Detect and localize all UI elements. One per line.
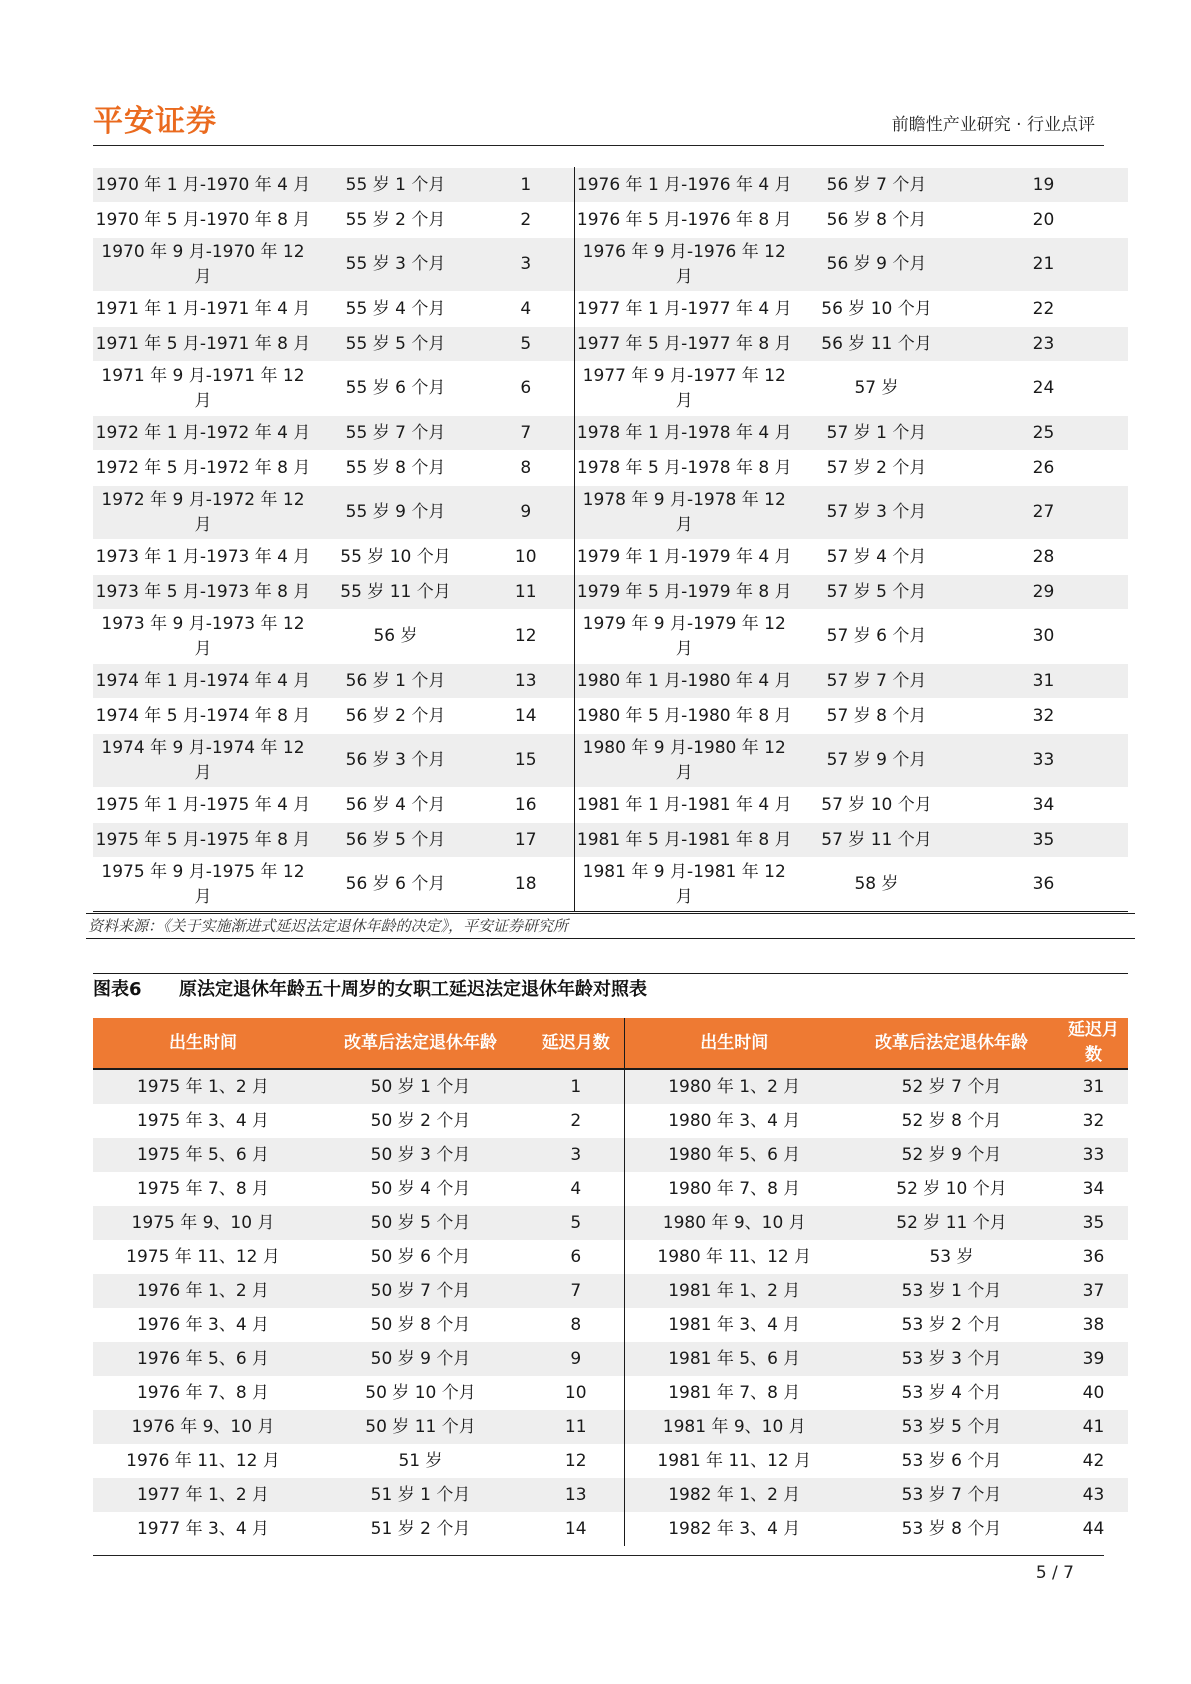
delay-months-cell: 36 <box>959 858 1128 912</box>
retire-age-cell: 53 岁 4 个月 <box>901 1382 1002 1403</box>
retire-age-cell: 57 岁 6 个月 <box>794 610 959 664</box>
delay-months-cell: 34 <box>959 788 1128 823</box>
table-row <box>93 451 1128 486</box>
table-row <box>93 292 1128 327</box>
retire-age-cell: 50 岁 10 个月 <box>365 1382 476 1403</box>
retire-age-cell: 56 岁 <box>313 610 478 664</box>
table-row <box>93 1240 1128 1274</box>
birth-time-cell: 1974 年 1 月-1974 年 4 月 <box>93 664 313 699</box>
birth-time-cell: 1973 年 9 月-1973 年 12 月 <box>93 610 313 664</box>
delay-months-cell: 23 <box>959 327 1128 362</box>
birth-time-cell: 1981 年 9 月-1981 年 12 月 <box>574 858 794 912</box>
birth-time-cell: 1980 年 5 月-1980 年 8 月 <box>574 699 794 734</box>
birth-time-cell: 1976 年 9、10 月 <box>93 1410 313 1444</box>
delay-months-cell: 9 <box>478 486 574 540</box>
page-number: 5 / 7 <box>1035 1563 1074 1583</box>
birth-time-cell: 1975 年 9、10 月 <box>93 1206 313 1240</box>
delay-months-cell: 12 <box>478 610 574 664</box>
delay-months-cell: 26 <box>959 451 1128 486</box>
delay-months-cell: 44 <box>1082 1518 1105 1539</box>
retire-age-cell: 53 岁 6 个月 <box>901 1450 1002 1471</box>
retire-age-cell: 53 岁 <box>929 1246 974 1267</box>
delay-months-cell: 29 <box>959 575 1128 610</box>
birth-time-cell: 1976 年 9 月-1976 年 12 月 <box>574 238 794 292</box>
retire-age-cell: 57 岁 2 个月 <box>794 451 959 486</box>
delay-months-cell: 40 <box>1082 1382 1105 1403</box>
birth-time-cell: 1971 年 1 月-1971 年 4 月 <box>93 292 313 327</box>
birth-time-cell: 1975 年 1、2 月 <box>93 1069 313 1104</box>
birth-time-cell: 1981 年 11、12 月 <box>657 1450 812 1471</box>
birth-time-cell: 1972 年 5 月-1972 年 8 月 <box>93 451 313 486</box>
delay-months-cell: 4 <box>528 1172 624 1206</box>
delay-months-cell: 14 <box>528 1512 624 1546</box>
retire-age-cell: 56 岁 2 个月 <box>313 699 478 734</box>
delay-months-cell: 8 <box>478 451 574 486</box>
retire-age-cell: 56 岁 11 个月 <box>794 327 959 362</box>
table-row <box>93 1104 1128 1138</box>
birth-time-cell: 1970 年 5 月-1970 年 8 月 <box>93 203 313 238</box>
birth-time-cell: 1979 年 5 月-1979 年 8 月 <box>574 575 794 610</box>
retire-age-cell: 50 岁 3 个月 <box>313 1138 528 1172</box>
retire-age-cell: 56 岁 8 个月 <box>794 203 959 238</box>
retire-age-cell: 55 岁 8 个月 <box>313 451 478 486</box>
table-header-row <box>93 1018 1128 1069</box>
table-row <box>93 1172 1128 1206</box>
birth-time-cell: 1980 年 1 月-1980 年 4 月 <box>574 664 794 699</box>
brand-logo: 平安证券 <box>93 104 217 139</box>
report-category: 前瞻性产业研究 · 行业点评 <box>891 115 1095 135</box>
retire-age-cell: 50 岁 2 个月 <box>370 1110 471 1131</box>
birth-time-cell: 1977 年 1、2 月 <box>93 1478 313 1512</box>
birth-time-cell: 1981 年 3、4 月 <box>668 1314 801 1335</box>
table-row <box>93 203 1128 238</box>
birth-time-cell: 1981 年 1 月-1981 年 4 月 <box>574 788 794 823</box>
retire-age-cell: 51 岁 1 个月 <box>313 1478 528 1512</box>
retire-age-cell: 56 岁 6 个月 <box>313 858 478 912</box>
retire-age-cell: 55 岁 11 个月 <box>313 575 478 610</box>
delay-months-cell: 43 <box>1059 1478 1128 1512</box>
delay-months-cell: 41 <box>1059 1410 1128 1444</box>
birth-time-cell: 1978 年 9 月-1978 年 12 月 <box>574 486 794 540</box>
header-birth-time: 出生时间 <box>93 1018 313 1069</box>
table-row <box>93 416 1128 451</box>
retire-age-cell: 57 岁 9 个月 <box>794 734 959 788</box>
figure-number: 图表6 <box>93 979 142 1000</box>
delay-months-cell: 33 <box>959 734 1128 788</box>
retire-age-cell: 56 岁 9 个月 <box>794 238 959 292</box>
birth-time-cell: 1975 年 5、6 月 <box>93 1138 313 1172</box>
birth-time-cell: 1980 年 5、6 月 <box>624 1138 844 1172</box>
birth-time-cell: 1971 年 5 月-1971 年 8 月 <box>93 327 313 362</box>
delay-months-cell: 8 <box>528 1308 624 1342</box>
delay-months-cell: 38 <box>1082 1314 1105 1335</box>
figure-caption: 原法定退休年龄五十周岁的女职工延迟法定退休年龄对照表 <box>179 979 647 1000</box>
table-row <box>93 1512 1128 1546</box>
header-birth-time: 出生时间 <box>624 1018 844 1069</box>
table-row <box>93 1342 1128 1376</box>
birth-time-cell: 1974 年 5 月-1974 年 8 月 <box>93 699 313 734</box>
birth-time-cell: 1973 年 5 月-1973 年 8 月 <box>93 575 313 610</box>
delay-months-cell: 30 <box>959 610 1128 664</box>
birth-time-cell: 1975 年 7、8 月 <box>136 1178 270 1199</box>
retire-age-cell: 55 岁 1 个月 <box>313 168 478 203</box>
table-row <box>93 238 1128 292</box>
delay-months-cell: 20 <box>959 203 1128 238</box>
delay-months-cell: 4 <box>478 292 574 327</box>
retirement-table-women <box>93 1018 1128 1546</box>
retire-age-cell: 57 岁 11 个月 <box>794 823 959 858</box>
retire-age-cell: 56 岁 10 个月 <box>794 292 959 327</box>
birth-time-cell: 1976 年 7、8 月 <box>136 1382 270 1403</box>
birth-time-cell: 1976 年 1、2 月 <box>93 1274 313 1308</box>
delay-months-cell: 1 <box>478 168 574 203</box>
delay-months-cell: 13 <box>478 664 574 699</box>
delay-months-cell: 27 <box>959 486 1128 540</box>
delay-months-cell: 3 <box>478 238 574 292</box>
table-row <box>93 168 1128 203</box>
retire-age-cell: 57 岁 4 个月 <box>794 540 959 575</box>
delay-months-cell: 5 <box>528 1206 624 1240</box>
birth-time-cell: 1977 年 5 月-1977 年 8 月 <box>574 327 794 362</box>
retire-age-cell: 55 岁 4 个月 <box>313 292 478 327</box>
table-row <box>93 327 1128 362</box>
retire-age-cell: 55 岁 9 个月 <box>313 486 478 540</box>
table-row <box>93 1478 1128 1512</box>
birth-time-cell: 1976 年 5 月-1976 年 8 月 <box>574 203 794 238</box>
birth-time-cell: 1980 年 9 月-1980 年 12 月 <box>574 734 794 788</box>
retire-age-cell: 52 岁 8 个月 <box>901 1110 1002 1131</box>
birth-time-cell: 1976 年 5、6 月 <box>93 1342 313 1376</box>
table-row <box>93 734 1128 788</box>
table-row <box>93 362 1128 416</box>
header-divider <box>93 145 1104 146</box>
birth-time-cell: 1980 年 3、4 月 <box>668 1110 801 1131</box>
table-row <box>93 858 1128 912</box>
retire-age-cell: 57 岁 7 个月 <box>794 664 959 699</box>
birth-time-cell: 1979 年 9 月-1979 年 12 月 <box>574 610 794 664</box>
retire-age-cell: 52 岁 9 个月 <box>844 1138 1059 1172</box>
table-row <box>93 1376 1128 1410</box>
retire-age-cell: 50 岁 9 个月 <box>313 1342 528 1376</box>
delay-months-cell: 7 <box>528 1274 624 1308</box>
table-row <box>93 823 1128 858</box>
retire-age-cell: 57 岁 8 个月 <box>794 699 959 734</box>
retire-age-cell: 50 岁 11 个月 <box>313 1410 528 1444</box>
retire-age-cell: 55 岁 7 个月 <box>313 416 478 451</box>
retire-age-cell: 55 岁 10 个月 <box>313 540 478 575</box>
table-row <box>93 486 1128 540</box>
delay-months-cell: 39 <box>1059 1342 1128 1376</box>
retire-age-cell: 50 岁 8 个月 <box>370 1314 471 1335</box>
retire-age-cell: 53 岁 1 个月 <box>844 1274 1059 1308</box>
retire-age-cell: 56 岁 7 个月 <box>794 168 959 203</box>
delay-months-cell: 10 <box>478 540 574 575</box>
birth-time-cell: 1977 年 9 月-1977 年 12 月 <box>574 362 794 416</box>
delay-months-cell: 11 <box>478 575 574 610</box>
figure-title <box>93 973 1128 1006</box>
retire-age-cell: 56 岁 3 个月 <box>313 734 478 788</box>
source-note: 资料来源：《关于实施渐进式延迟法定退休年龄的决定》，平安证券研究所 <box>86 913 1135 939</box>
birth-time-cell: 1972 年 9 月-1972 年 12 月 <box>93 486 313 540</box>
table-row <box>93 1138 1128 1172</box>
retire-age-cell: 57 岁 3 个月 <box>794 486 959 540</box>
delay-months-cell: 34 <box>1082 1178 1105 1199</box>
delay-months-cell: 10 <box>528 1376 624 1410</box>
retire-age-cell: 57 岁 1 个月 <box>794 416 959 451</box>
header-retire-age: 改革后法定退休年龄 <box>844 1018 1059 1069</box>
retire-age-cell: 57 岁 10 个月 <box>794 788 959 823</box>
retire-age-cell: 53 岁 2 个月 <box>901 1314 1002 1335</box>
birth-time-cell: 1976 年 1 月-1976 年 4 月 <box>574 168 794 203</box>
header-retire-age: 改革后法定退休年龄 <box>313 1018 528 1069</box>
retire-age-cell: 55 岁 2 个月 <box>313 203 478 238</box>
retirement-table-men <box>93 167 1128 912</box>
delay-months-cell: 1 <box>528 1069 624 1104</box>
birth-time-cell: 1980 年 7、8 月 <box>668 1178 801 1199</box>
birth-time-cell: 1977 年 1 月-1977 年 4 月 <box>574 292 794 327</box>
delay-months-cell: 12 <box>528 1444 624 1478</box>
delay-months-cell: 32 <box>1082 1110 1105 1131</box>
birth-time-cell: 1981 年 7、8 月 <box>668 1382 801 1403</box>
birth-time-cell: 1973 年 1 月-1973 年 4 月 <box>93 540 313 575</box>
retire-age-cell: 56 岁 4 个月 <box>313 788 478 823</box>
retire-age-cell: 56 岁 1 个月 <box>313 664 478 699</box>
birth-time-cell: 1981 年 1、2 月 <box>624 1274 844 1308</box>
delay-months-cell: 6 <box>528 1240 624 1274</box>
delay-months-cell: 22 <box>959 292 1128 327</box>
delay-months-cell: 37 <box>1059 1274 1128 1308</box>
retire-age-cell: 50 岁 5 个月 <box>313 1206 528 1240</box>
retire-age-cell: 57 岁 <box>794 362 959 416</box>
retire-age-cell: 53 岁 7 个月 <box>844 1478 1059 1512</box>
delay-months-cell: 11 <box>528 1410 624 1444</box>
birth-time-cell: 1972 年 1 月-1972 年 4 月 <box>93 416 313 451</box>
retire-age-cell: 55 岁 3 个月 <box>313 238 478 292</box>
retire-age-cell: 52 岁 7 个月 <box>844 1069 1059 1104</box>
delay-months-cell: 35 <box>1059 1206 1128 1240</box>
table-row <box>93 1444 1128 1478</box>
delay-months-cell: 15 <box>478 734 574 788</box>
birth-time-cell: 1978 年 1 月-1978 年 4 月 <box>574 416 794 451</box>
delay-months-cell: 25 <box>959 416 1128 451</box>
retire-age-cell: 50 岁 4 个月 <box>370 1178 471 1199</box>
delay-months-cell: 5 <box>478 327 574 362</box>
birth-time-cell: 1975 年 3、4 月 <box>136 1110 270 1131</box>
birth-time-cell: 1981 年 9、10 月 <box>624 1410 844 1444</box>
delay-months-cell: 33 <box>1059 1138 1128 1172</box>
delay-months-cell: 36 <box>1082 1246 1105 1267</box>
retire-age-cell: 50 岁 7 个月 <box>313 1274 528 1308</box>
retire-age-cell: 51 岁 2 个月 <box>370 1518 471 1539</box>
table-row <box>93 1206 1128 1240</box>
footer-divider <box>93 1555 1104 1556</box>
retire-age-cell: 57 岁 5 个月 <box>794 575 959 610</box>
delay-months-cell: 21 <box>959 238 1128 292</box>
birth-time-cell: 1974 年 9 月-1974 年 12 月 <box>93 734 313 788</box>
table-row <box>93 540 1128 575</box>
delay-months-cell: 3 <box>528 1138 624 1172</box>
delay-months-cell: 17 <box>478 823 574 858</box>
birth-time-cell: 1981 年 5、6 月 <box>624 1342 844 1376</box>
retire-age-cell: 58 岁 <box>794 858 959 912</box>
table-row <box>93 1410 1128 1444</box>
delay-months-cell: 2 <box>478 203 574 238</box>
delay-months-cell: 28 <box>959 540 1128 575</box>
delay-months-cell: 13 <box>528 1478 624 1512</box>
delay-months-cell: 24 <box>959 362 1128 416</box>
retire-age-cell: 50 岁 6 个月 <box>370 1246 471 1267</box>
delay-months-cell: 32 <box>959 699 1128 734</box>
birth-time-cell: 1975 年 5 月-1975 年 8 月 <box>93 823 313 858</box>
delay-months-cell: 35 <box>959 823 1128 858</box>
table-row <box>93 664 1128 699</box>
birth-time-cell: 1980 年 9、10 月 <box>624 1206 844 1240</box>
delay-months-cell: 9 <box>528 1342 624 1376</box>
table-row <box>93 1069 1128 1104</box>
retire-age-cell: 50 岁 1 个月 <box>313 1069 528 1104</box>
birth-time-cell: 1976 年 3、4 月 <box>136 1314 270 1335</box>
birth-time-cell: 1982 年 1、2 月 <box>624 1478 844 1512</box>
birth-time-cell: 1975 年 9 月-1975 年 12 月 <box>93 858 313 912</box>
header-delay-months: 延迟月数 <box>528 1018 624 1069</box>
delay-months-cell: 6 <box>478 362 574 416</box>
delay-months-cell: 16 <box>478 788 574 823</box>
delay-months-cell: 14 <box>478 699 574 734</box>
delay-months-cell: 7 <box>478 416 574 451</box>
table-row <box>93 788 1128 823</box>
delay-months-cell: 42 <box>1082 1450 1105 1471</box>
delay-months-cell: 19 <box>959 168 1128 203</box>
table-row <box>93 1274 1128 1308</box>
table-row <box>93 699 1128 734</box>
birth-time-cell: 1970 年 1 月-1970 年 4 月 <box>93 168 313 203</box>
retire-age-cell: 55 岁 6 个月 <box>313 362 478 416</box>
table-row <box>93 575 1128 610</box>
birth-time-cell: 1977 年 3、4 月 <box>136 1518 270 1539</box>
delay-months-cell: 18 <box>478 858 574 912</box>
header-delay-months: 延迟月数 <box>1059 1018 1128 1069</box>
delay-months-cell: 2 <box>528 1104 624 1138</box>
birth-time-cell: 1975 年 11、12 月 <box>126 1246 280 1267</box>
retire-age-cell: 53 岁 5 个月 <box>844 1410 1059 1444</box>
delay-months-cell: 31 <box>1059 1069 1128 1104</box>
birth-time-cell: 1971 年 9 月-1971 年 12 月 <box>93 362 313 416</box>
retire-age-cell: 52 岁 10 个月 <box>896 1178 1007 1199</box>
retire-age-cell: 56 岁 5 个月 <box>313 823 478 858</box>
birth-time-cell: 1978 年 5 月-1978 年 8 月 <box>574 451 794 486</box>
birth-time-cell: 1979 年 1 月-1979 年 4 月 <box>574 540 794 575</box>
retire-age-cell: 53 岁 3 个月 <box>844 1342 1059 1376</box>
birth-time-cell: 1976 年 11、12 月 <box>126 1450 280 1471</box>
delay-months-cell: 31 <box>959 664 1128 699</box>
birth-time-cell: 1980 年 11、12 月 <box>657 1246 812 1267</box>
retire-age-cell: 51 岁 <box>398 1450 443 1471</box>
retire-age-cell: 55 岁 5 个月 <box>313 327 478 362</box>
birth-time-cell: 1970 年 9 月-1970 年 12 月 <box>93 238 313 292</box>
birth-time-cell: 1980 年 1、2 月 <box>624 1069 844 1104</box>
table-row <box>93 610 1128 664</box>
retire-age-cell: 53 岁 8 个月 <box>901 1518 1002 1539</box>
birth-time-cell: 1982 年 3、4 月 <box>668 1518 801 1539</box>
table-row <box>93 1308 1128 1342</box>
retire-age-cell: 52 岁 11 个月 <box>844 1206 1059 1240</box>
birth-time-cell: 1981 年 5 月-1981 年 8 月 <box>574 823 794 858</box>
birth-time-cell: 1975 年 1 月-1975 年 4 月 <box>93 788 313 823</box>
